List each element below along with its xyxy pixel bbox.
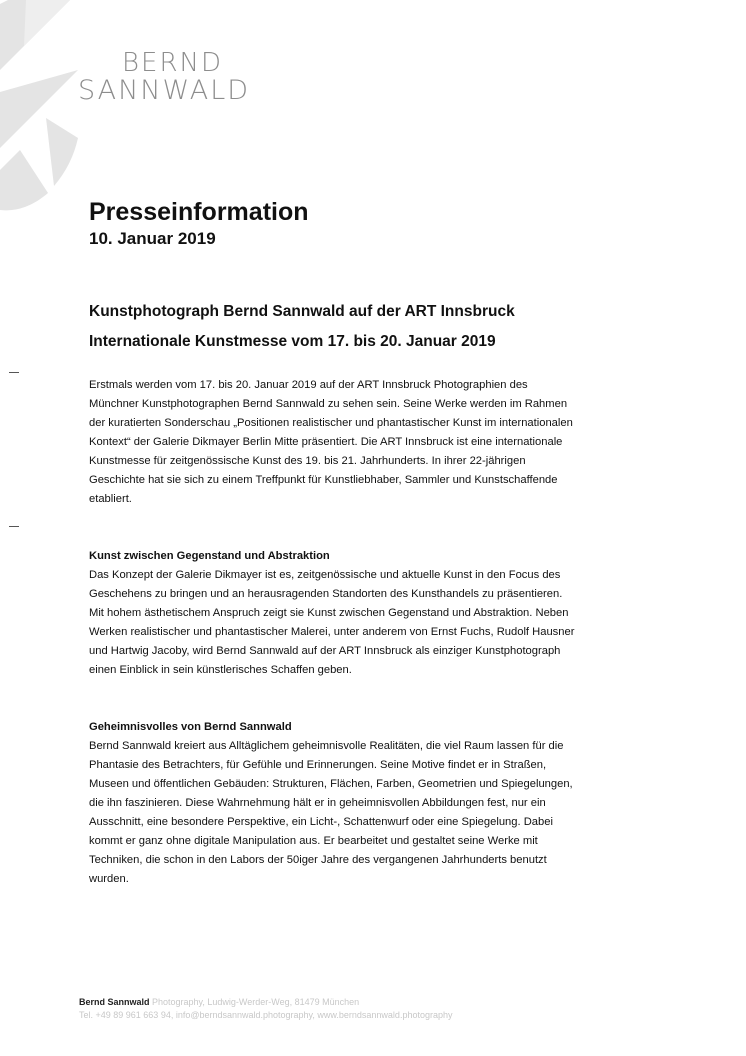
intro-line: Kontext“ der Galerie Dikmayer Berlin Mitte präsentiert. Die ART Innsbruck ist eine internationale [89, 436, 563, 448]
footer-address-line [79, 996, 452, 1009]
section-line: die ihn faszinieren. Diese Wahrnehmung hält er in geheimnisvollen Abbildungen fest, nur ein [89, 797, 546, 809]
intro-line: Geschichte hat sie sich zu einem Treffpunkt für Kunstliebhaber, Sammler und Kunstschaffende [89, 474, 558, 486]
intro-line: Münchner Kunstphotographen Bernd Sannwald zu sehen sein. Seine Werke werden im Rahmen [89, 398, 568, 410]
logo-line-first-name: BERND [122, 48, 223, 78]
document-date: 10. Januar 2019 [89, 229, 216, 248]
intro-line: Erstmals werden vom 17. bis 20. Januar 2019 auf der ART Innsbruck Photographien des [89, 379, 528, 391]
footer-contact: Tel. +49 89 961 663 94, info@berndsannwald.photography, www.berndsannwald.photography [79, 1010, 453, 1020]
intro-line: Kunstmesse für zeitgenössische Kunst des 19. bis 21. Jahrhunderts. In ihrer 22-jährigen [89, 455, 526, 467]
footer-address: Photography, Ludwig-Werder-Weg, 81479 München [149, 997, 360, 1007]
section-heading: Kunst zwischen Gegenstand und Abstraktion [89, 550, 330, 562]
section-line: Ausschnitt, eine besondere Perspektive, ein Licht-, Schattenwurf oder eine Spiegelung. Dabei [89, 816, 553, 828]
letterhead-footer [79, 996, 452, 1022]
press-body [89, 376, 649, 889]
fold-mark [9, 372, 19, 373]
section-line: Bernd Sannwald kreiert aus Alltäglichem geheimnisvolle Realitäten, die viel Raum lassen für die [89, 740, 564, 752]
section-heading: Geheimnisvolles von Bernd Sannwald [89, 721, 292, 733]
brand-logo [78, 50, 250, 104]
press-subtitle [89, 297, 515, 357]
intro-line: der kuratierten Sonderschau „Positionen realistischer und phantastischer Kunst im internationalen [89, 417, 573, 429]
section-line: Phantasie des Betrachters, für Gefühle und Erinnerungen. Seine Motive findet er in Straßen, [89, 759, 547, 771]
section-line: Museen und öffentlichen Gebäuden: Strukturen, Flächen, Farben, Geometrien und Spiegelungen, [89, 778, 573, 790]
section-line: Techniken, die schon in den Labors der 50iger Jahre des vergangenen Jahrhunderts benutzt [89, 854, 547, 866]
section-line: wurden. [89, 873, 129, 885]
punch-mark [9, 526, 19, 527]
logo-line-last-name: SANNWALD [78, 75, 251, 106]
section-line: Das Konzept der Galerie Dikmayer ist es, zeitgenössische und aktuelle Kunst in den Focus des [89, 569, 561, 581]
section-line: und Hartwig Jacoby, wird Bernd Sannwald auf der ART Innsbruck als einziger Kunstphotograph [89, 645, 561, 657]
document-title: Presseinformation [89, 198, 309, 226]
intro-line: etabliert. [89, 493, 132, 505]
section-line: einen Einblick in sein künstlerisches Schaffen geben. [89, 664, 352, 676]
footer-brand-name: Bernd Sannwald [79, 997, 150, 1007]
subtitle-line: Kunstphotograph Bernd Sannwald auf der ART Innsbruck [89, 303, 515, 320]
subtitle-line: Internationale Kunstmesse vom 17. bis 20. Januar 2019 [89, 333, 496, 350]
section-line: Werken realistischer und phantastischer Malerei, unter anderem von Ernst Fuchs, Rudolf Hausner [89, 626, 575, 638]
aperture-icon [0, 0, 130, 215]
section-line: kommt er ganz ohne digitale Manipulation aus. Er bearbeitet und gestaltet seine Werke mit [89, 835, 538, 847]
section-line: Mit hohem ästhetischem Anspruch zeigt sie Kunst zwischen Gegenstand und Abstraktion. Neben [89, 607, 569, 619]
section-line: Geschehens zu bringen und an herausragenden Standorten des Kunsthandels zu präsentieren. [89, 588, 563, 600]
